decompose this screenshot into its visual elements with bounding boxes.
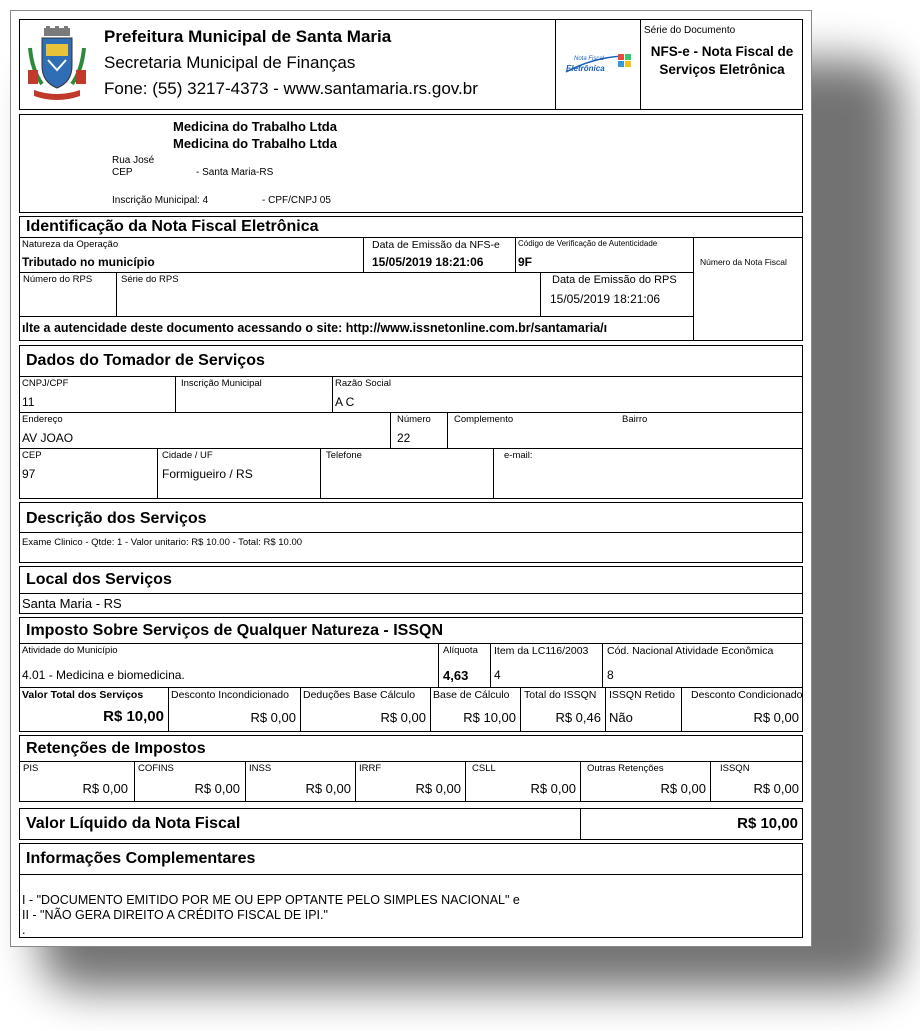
retention-label: PIS xyxy=(23,763,39,774)
retention-label: INSS xyxy=(249,763,272,774)
retention-label: IRRF xyxy=(359,763,382,774)
complementary-line-3: . xyxy=(22,923,26,937)
city-coat-of-arms xyxy=(26,26,88,102)
net-value-box xyxy=(19,808,803,840)
withheld-value: Não xyxy=(609,710,633,725)
issue-date-value: 15/05/2019 18:21:06 xyxy=(372,255,484,269)
retention-value: R$ 0,00 xyxy=(660,781,706,796)
nature-value: Tributado no município xyxy=(22,255,155,269)
iss-total-value: R$ 0,46 xyxy=(555,710,601,725)
taker-social-label: Razão Social xyxy=(335,378,391,389)
location-value: Santa Maria - RS xyxy=(22,596,122,611)
complementary-box xyxy=(19,843,803,938)
discount-cond-value: R$ 0,00 xyxy=(753,710,799,725)
taker-city-label: Cidade / UF xyxy=(162,450,213,461)
item-value: 4 xyxy=(494,668,501,682)
retention-value: R$ 0,00 xyxy=(415,781,461,796)
discount-uncond-label: Desconto Incondicionado xyxy=(171,689,289,701)
nfe-logo-line2: Eletrônica xyxy=(566,64,605,73)
org-name: Prefeitura Municipal de Santa Maria xyxy=(104,27,392,46)
retention-value: R$ 0,00 xyxy=(305,781,351,796)
retention-label: ISSQN xyxy=(720,763,750,774)
net-value-label: Valor Líquido da Nota Fiscal xyxy=(26,815,241,832)
verify-label: Código de Verificação de Autenticidade xyxy=(518,239,658,248)
taker-email-label: e-mail: xyxy=(504,450,533,461)
rate-label: Alíquota xyxy=(443,645,478,656)
taker-address-value: AV JOAO xyxy=(22,431,74,445)
withheld-label: ISSQN Retido xyxy=(609,689,675,701)
base-value: R$ 10,00 xyxy=(463,710,516,725)
rps-date-label: Data de Emissão do RPS xyxy=(552,274,677,286)
services-box xyxy=(19,502,803,563)
taker-cnpj-label: CNPJ/CPF xyxy=(22,378,69,389)
provider-name-2: Medicina do Trabalho Ltda xyxy=(173,136,337,151)
complementary-line-2: II - "NÃO GERA DIREITO A CRÉDITO FISCAL DE IPI." xyxy=(22,908,328,922)
identification-box xyxy=(19,216,803,341)
issqn-title: Imposto Sobre Serviços de Qualquer Natureza - ISSQN xyxy=(26,622,443,639)
net-value-amount: R$ 10,00 xyxy=(737,815,798,832)
series-value-line1: NFS-e - Nota Fiscal de xyxy=(650,44,794,59)
retention-value: R$ 0,00 xyxy=(530,781,576,796)
retention-value: R$ 0,00 xyxy=(753,781,799,796)
provider-street: Rua José xyxy=(112,155,155,166)
total-value: R$ 10,00 xyxy=(103,708,164,725)
services-title: Descrição dos Serviços xyxy=(26,510,207,527)
retention-value: R$ 0,00 xyxy=(82,781,128,796)
taker-phone-label: Telefone xyxy=(326,450,362,461)
complementary-line-1: I - "DOCUMENTO EMITIDO POR ME OU EPP OPTANTE PELO SIMPLES NACIONAL" e xyxy=(22,893,520,907)
nfe-logo-line1: Nota Fiscal xyxy=(574,56,605,62)
iss-total-label: Total do ISSQN xyxy=(524,689,597,701)
services-description: Exame Clinico - Qtde: 1 - Valor unitario: R$ 10.00 - Total: R$ 10.00 xyxy=(22,537,303,548)
taker-social-value: A C xyxy=(335,395,355,409)
retention-label: Outras Retenções xyxy=(587,763,664,774)
retentions-title: Retenções de Impostos xyxy=(26,740,206,757)
nfe-logo xyxy=(562,52,636,76)
issue-date-label: Data de Emissão da NFS-e xyxy=(372,239,500,251)
contact-info: Fone: (55) 3217-4373 - www.santamaria.rs.gov.br xyxy=(104,79,478,98)
identification-title: Identificação da Nota Fiscal Eletrônica xyxy=(26,218,319,235)
series-label: Série do Documento xyxy=(644,25,736,36)
retention-label: CSLL xyxy=(472,763,496,774)
nature-label: Natureza da Operação xyxy=(22,239,119,250)
note-number-label: Número da Nota Fiscal xyxy=(700,257,787,267)
activity-label: Atividade do Município xyxy=(22,645,118,656)
taker-address-label: Endereço xyxy=(22,414,63,425)
item-label: Item da LC116/2003 xyxy=(494,645,589,657)
taker-complement-label: Complemento xyxy=(454,414,514,425)
taker-number-value: 22 xyxy=(397,431,411,445)
series-value-line2: Serviços Eletrônica xyxy=(659,62,785,77)
taker-cnpj-value: 11 xyxy=(22,395,35,409)
taker-cep-value: 97 xyxy=(22,467,36,481)
taker-box xyxy=(19,345,803,499)
location-box xyxy=(19,566,803,614)
discount-cond-label: Desconto Condicionado xyxy=(691,689,803,701)
provider-name-1: Medicina do Trabalho Ltda xyxy=(173,119,337,134)
retentions-box xyxy=(19,735,803,802)
verify-value: 9F xyxy=(518,255,533,269)
rps-number-label: Número do RPS xyxy=(23,274,93,285)
consult-link-text[interactable]: ılte a autencidade deste documento acessando o site: http://www.issnetonline.com.br/santamaria/ı xyxy=(22,321,608,335)
activity-value: 4.01 - Medicina e biomedicina. xyxy=(22,668,185,682)
taker-number-label: Número xyxy=(397,414,431,425)
rate-value: 4,63 xyxy=(443,668,469,683)
taker-title: Dados do Tomador de Serviços xyxy=(26,352,265,369)
provider-city: - Santa Maria-RS xyxy=(196,167,274,178)
cnae-label: Cód. Nacional Atividade Econômica xyxy=(607,645,774,657)
rps-series-label: Série do RPS xyxy=(121,274,179,285)
location-title: Local dos Serviços xyxy=(26,571,172,588)
invoice-document xyxy=(10,10,812,947)
deductions-value: R$ 0,00 xyxy=(380,710,426,725)
provider-box xyxy=(19,114,803,213)
department-name: Secretaria Municipal de Finanças xyxy=(104,53,356,72)
provider-municipal-reg: Inscrição Municipal: 4 xyxy=(112,195,209,206)
issqn-box xyxy=(19,617,803,732)
retention-label: COFINS xyxy=(138,763,174,774)
header-box xyxy=(19,19,803,110)
total-label: Valor Total dos Serviços xyxy=(22,689,144,701)
deductions-label: Deduções Base Cálculo xyxy=(303,689,416,701)
taker-cep-label: CEP xyxy=(22,450,42,461)
cnae-value: 8 xyxy=(607,668,614,682)
rps-date-value: 15/05/2019 18:21:06 xyxy=(550,292,661,306)
taker-district-label: Bairro xyxy=(622,414,648,425)
provider-cnpj: - CPF/CNPJ 05 xyxy=(262,195,331,206)
base-label: Base de Cálculo xyxy=(433,689,510,701)
retention-value: R$ 0,00 xyxy=(194,781,240,796)
complementary-title: Informações Complementares xyxy=(26,850,256,867)
discount-uncond-value: R$ 0,00 xyxy=(250,710,296,725)
taker-municipal-label: Inscrição Municipal xyxy=(181,378,262,389)
provider-cep-label: CEP xyxy=(112,167,133,178)
taker-city-value: Formigueiro / RS xyxy=(162,467,253,481)
